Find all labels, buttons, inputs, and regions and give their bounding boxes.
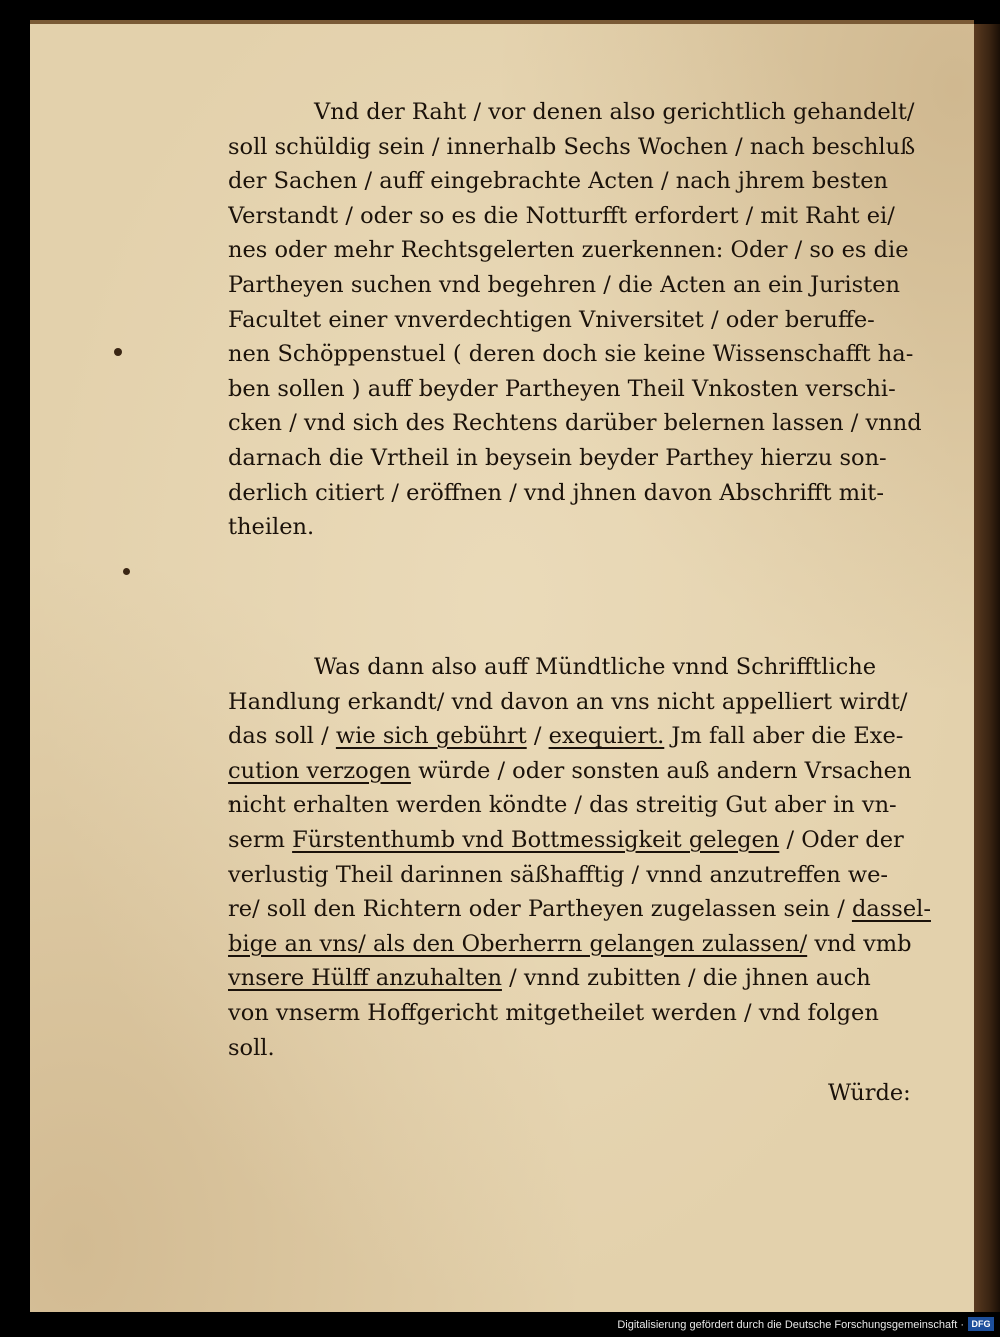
text-line: theilen. xyxy=(228,514,315,541)
text-line: soll. xyxy=(228,1034,275,1061)
catchword: Würde: xyxy=(828,1080,911,1106)
text-line: Was dann also auff Mündtliche vnnd Schrifftliche xyxy=(314,654,877,680)
text-segment: / Oder der xyxy=(779,826,904,853)
text-line: nicht erhalten werden köndte / das streitig Gut aber in vn- xyxy=(228,792,897,819)
paragraph-1 xyxy=(228,95,938,545)
text-line: ben sollen ) auff beyder Partheyen Theil Vnkosten verschi- xyxy=(228,375,896,402)
dfg-logo: DFG xyxy=(968,1317,994,1331)
underlined-text: bige an vns/ als den Oberherrn gelangen zulassen/ xyxy=(228,930,808,957)
text-line: cken / vnd sich des Rechtens darüber belernen lassen / vnnd xyxy=(228,410,922,437)
underlined-text: wie sich gebührt xyxy=(335,723,527,750)
text-segment: / xyxy=(526,723,549,750)
text-line xyxy=(228,961,938,996)
page-right-edge xyxy=(974,24,1000,1312)
text-line xyxy=(228,823,938,858)
text-segment: das soll / xyxy=(228,723,336,750)
underlined-text: vnsere Hülff anzuhalten xyxy=(228,965,502,992)
text-line xyxy=(228,754,938,789)
underlined-text: exequiert. xyxy=(548,723,665,750)
paragraph-2 xyxy=(228,650,938,1065)
text-line: verlustig Theil darinnen säßhafftig / vnnd anzutreffen we- xyxy=(228,861,889,888)
ink-speck xyxy=(123,568,130,575)
text-line: nes oder mehr Rechtsgelerten zuerkennen: Oder / so es die xyxy=(228,237,909,264)
underlined-text: cution verzogen xyxy=(228,757,411,784)
text-line: derlich citiert / eröffnen / vnd jhnen davon Abschrifft mit- xyxy=(228,479,884,506)
text-segment: / vnnd zubitten / die jhnen auch xyxy=(501,965,871,992)
text-segment: würde / oder sonsten auß andern Vrsachen xyxy=(410,757,912,784)
text-segment: re/ soll den Richtern oder Partheyen zugelassen sein / xyxy=(228,896,852,923)
text-line xyxy=(228,892,938,927)
text-segment: serm xyxy=(228,826,293,853)
text-line xyxy=(228,927,938,962)
text-line: der Sachen / auff eingebrachte Acten / nach jhrem besten xyxy=(228,168,889,195)
underlined-text: Fürstenthumb vnd Bottmessigkeit gelegen xyxy=(292,826,780,853)
text-line: Handlung erkandt/ vnd davon an vns nicht appelliert wirdt/ xyxy=(228,688,908,715)
text-line: Verstandt / oder so es die Notturfft erfordert / mit Raht ei/ xyxy=(228,202,895,229)
text-line: Facultet einer vnverdechtigen Vniversitet / oder beruffe- xyxy=(228,306,875,333)
text-line: Partheyen suchen vnd begehren / die Acten an ein Juristen xyxy=(228,271,901,298)
text-line: darnach die Vrtheil in beysein beyder Parthey hierzu son- xyxy=(228,444,887,471)
text-line: von vnserm Hoffgericht mitgetheilet werden / vnd folgen xyxy=(228,999,879,1026)
text-line: soll schüldig sein / innerhalb Sechs Wochen / nach beschluß xyxy=(228,133,916,160)
text-line: nen Schöppenstuel ( deren doch sie keine Wissenschafft ha- xyxy=(228,341,914,368)
underlined-text: dassel- xyxy=(851,896,931,923)
ink-speck xyxy=(114,348,122,356)
text-line xyxy=(228,719,938,754)
text-line: Vnd der Raht / vor denen also gerichtlich gehandelt/ xyxy=(314,99,915,125)
text-segment: vnd vmb xyxy=(807,930,912,957)
text-segment: Jm fall aber die Exe- xyxy=(664,723,904,750)
footer-credit: Digitalisierung gefördert durch die Deutsche Forschungsgemeinschaft · xyxy=(617,1319,964,1331)
